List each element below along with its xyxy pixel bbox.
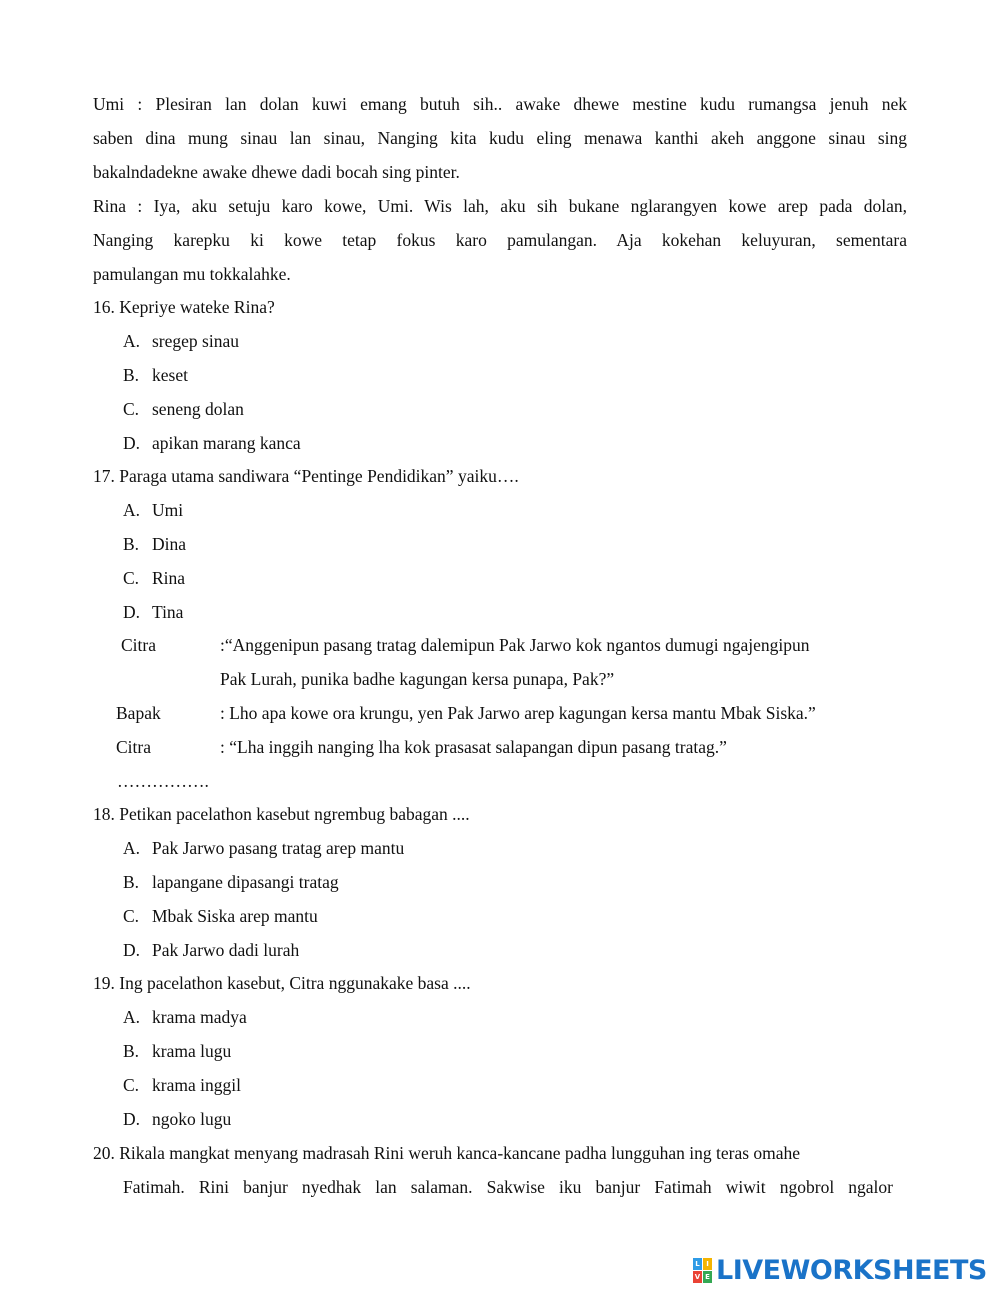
option-text: Mbak Siska arep mantu: [152, 906, 318, 926]
option-letter: D.: [123, 433, 141, 453]
option-16c[interactable]: [123, 399, 244, 419]
question-16: 16. Kepriye wateke Rina?: [93, 297, 275, 317]
question-20-continued: Fatimah. Rini banjur nyedhak lan salaman. Sakwise iku banjur Fatimah wiwit ngobrol ngalor: [123, 1177, 893, 1197]
option-letter: B.: [123, 365, 140, 385]
option-letter: A.: [123, 838, 141, 858]
option-text: Rina: [152, 568, 186, 588]
option-18a[interactable]: [123, 838, 404, 858]
question-18: 18. Petikan pacelathon kasebut ngrembug babagan ....: [93, 804, 470, 824]
option-letter: B.: [123, 1041, 140, 1061]
option-text: ngoko lugu: [152, 1109, 232, 1129]
option-18b[interactable]: [123, 872, 339, 892]
option-letter: C.: [123, 568, 140, 588]
dialog-line: saben dina mung sinau lan sinau, Nanging kita kudu eling menawa kanthi akeh anggone sinau sing: [93, 128, 907, 148]
question-20: 20. Rikala mangkat menyang madrasah Rini weruh kanca-kancane padha lungguhan ing teras omahe: [93, 1143, 801, 1163]
question-19: 19. Ing pacelathon kasebut, Citra nggunakake basa ....: [93, 973, 471, 993]
option-text: krama inggil: [152, 1075, 241, 1095]
option-17d[interactable]: [123, 602, 183, 622]
dialog-ellipsis: …………….: [117, 771, 209, 791]
option-text: apikan marang kanca: [152, 433, 301, 453]
dialog-line: pamulangan mu tokkalahke.: [93, 264, 291, 284]
option-letter: B.: [123, 872, 140, 892]
dialog-text: : Lho apa kowe ora krungu, yen Pak Jarwo arep kagungan kersa mantu Mbak Siska.”: [220, 703, 816, 723]
option-19d[interactable]: [123, 1109, 231, 1129]
logo-mark-cell: L: [693, 1258, 702, 1270]
option-19a[interactable]: [123, 1007, 247, 1027]
option-16d[interactable]: [123, 433, 301, 453]
liveworksheets-logo: [693, 1255, 987, 1285]
option-text: Dina: [152, 534, 187, 554]
option-letter: D.: [123, 1109, 141, 1129]
dialog-line: bakalndadekne awake dhewe dadi bocah sing pinter.: [93, 162, 460, 182]
logo-text: LIVEWORKSHEETS: [716, 1254, 987, 1286]
dialog-speaker: Citra: [116, 737, 151, 757]
option-17a[interactable]: [123, 500, 183, 520]
option-text: Umi: [152, 500, 184, 520]
option-letter: B.: [123, 534, 140, 554]
option-letter: D.: [123, 602, 141, 622]
logo-mark-cell: V: [694, 1272, 701, 1281]
dialog-speaker: Citra: [121, 635, 156, 655]
option-text: Pak Jarwo dadi lurah: [152, 940, 300, 960]
option-text: krama madya: [152, 1007, 247, 1027]
option-18c[interactable]: [123, 906, 318, 926]
option-text: seneng dolan: [152, 399, 244, 419]
logo-mark-cell: I: [703, 1258, 712, 1270]
dialog-text: : “Lha inggih nanging lha kok prasasat salapangan dipun pasang tratag.”: [220, 737, 727, 757]
dialog-line: Rina : Iya, aku setuju karo kowe, Umi. Wis lah, aku sih bukane nglarangyen kowe arep pada dolan,: [93, 196, 907, 216]
option-text: keset: [152, 365, 188, 385]
option-17b[interactable]: [123, 534, 186, 554]
question-17: 17. Paraga utama sandiwara “Pentinge Pendidikan” yaiku….: [93, 466, 519, 486]
logo-mark-icon: [693, 1258, 712, 1283]
option-text: Pak Jarwo pasang tratag arep mantu: [152, 838, 405, 858]
dialog-line: Umi : Plesiran lan dolan kuwi emang butuh sih.. awake dhewe mestine kudu rumangsa jenuh nek: [93, 94, 907, 114]
dialog-speaker: Bapak: [116, 703, 161, 723]
option-18d[interactable]: [123, 940, 299, 960]
option-text: Tina: [152, 602, 184, 622]
logo-mark-cell: E: [703, 1271, 712, 1283]
option-19c[interactable]: [123, 1075, 241, 1095]
dialog-text: Pak Lurah, punika badhe kagungan kersa punapa, Pak?”: [220, 669, 615, 689]
option-19b[interactable]: [123, 1041, 231, 1061]
option-17c[interactable]: [123, 568, 185, 588]
option-letter: A.: [123, 500, 141, 520]
option-text: lapangane dipasangi tratag: [152, 872, 339, 892]
option-text: krama lugu: [152, 1041, 232, 1061]
option-letter: A.: [123, 331, 141, 351]
option-letter: A.: [123, 1007, 141, 1027]
dialog-line: Nanging karepku ki kowe tetap fokus karo pamulangan. Aja kokehan keluyuran, sementara: [93, 230, 907, 250]
option-letter: C.: [123, 399, 140, 419]
option-letter: C.: [123, 906, 140, 926]
option-16b[interactable]: [123, 365, 188, 385]
option-16a[interactable]: [123, 331, 239, 351]
option-letter: D.: [123, 940, 141, 960]
dialog-text: :“Anggenipun pasang tratag dalemipun Pak Jarwo kok ngantos dumugi ngajengipun: [220, 635, 810, 655]
option-letter: C.: [123, 1075, 140, 1095]
option-text: sregep sinau: [152, 331, 239, 351]
